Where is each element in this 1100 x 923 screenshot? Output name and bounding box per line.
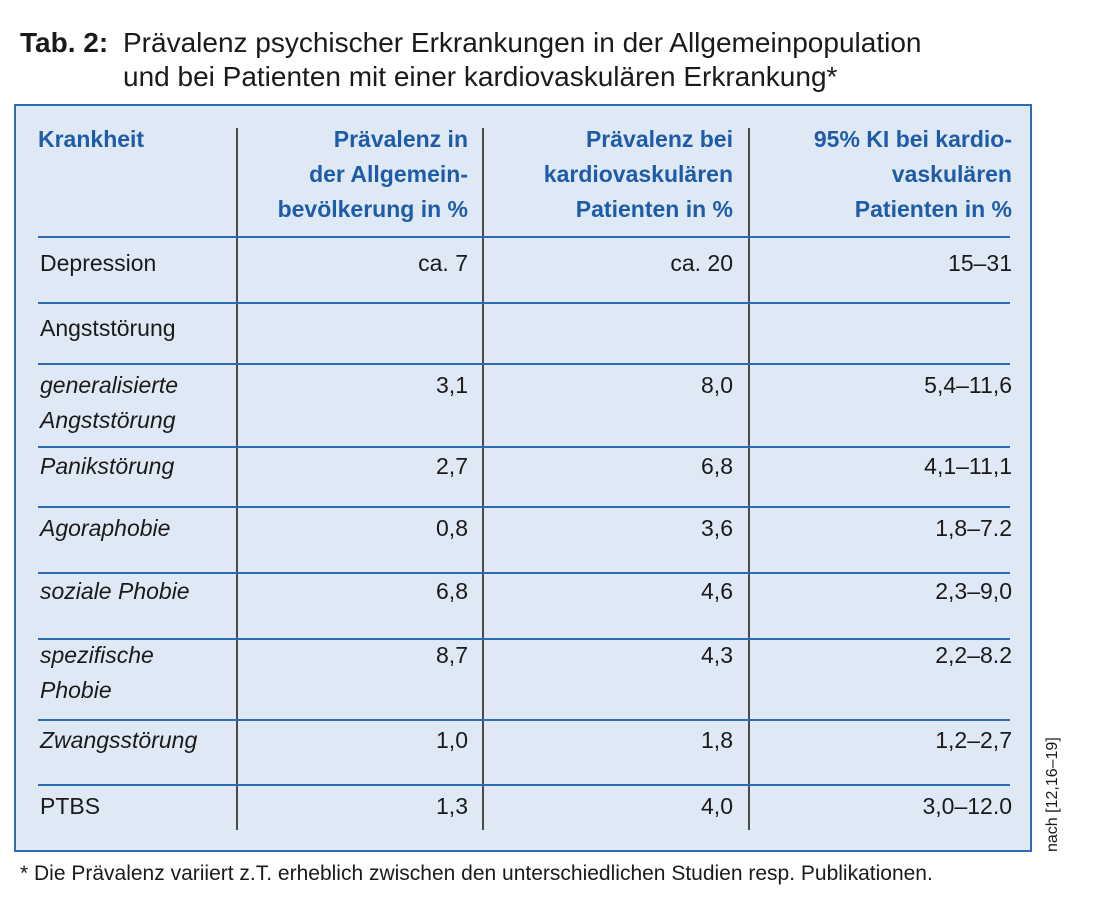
disease-name bbox=[40, 789, 236, 824]
source-note: nach [12,16–19] bbox=[1044, 737, 1061, 852]
prevalence-cardio-cell: 1,8 bbox=[701, 727, 733, 753]
prevalence-table bbox=[14, 104, 1032, 852]
ci-cardio-cell: 4,1–11,1 bbox=[924, 453, 1012, 479]
column-header-line: kardiovaskulären bbox=[543, 161, 733, 187]
disease-name-line: generalisierte bbox=[40, 372, 179, 398]
ci-cardio-cell: 1,8–7.2 bbox=[935, 515, 1012, 541]
ci-cardio-cell: 1,2–2,7 bbox=[935, 727, 1012, 753]
disease-name bbox=[40, 311, 236, 346]
disease-name bbox=[40, 246, 236, 281]
disease-name bbox=[40, 638, 236, 708]
row-divider bbox=[38, 784, 1010, 786]
ci-cardio-cell: 15–31 bbox=[948, 250, 1012, 276]
disease-name-line: PTBS bbox=[40, 793, 101, 819]
caption-line1: Prävalenz psychischer Erkrankungen in der Allgemeinpopulation bbox=[123, 27, 922, 58]
prevalence-general-cell: 8,7 bbox=[436, 642, 468, 668]
disease-name bbox=[40, 511, 236, 546]
prevalence-cardio-cell: 4,6 bbox=[701, 578, 733, 604]
prevalence-general-cell: 6,8 bbox=[436, 578, 468, 604]
column-header bbox=[238, 122, 468, 227]
disease-name-line: Angststörung bbox=[40, 315, 176, 341]
ci-cardio-cell: 2,2–8.2 bbox=[935, 642, 1012, 668]
disease-name-line: Zwangsstörung bbox=[40, 727, 198, 753]
caption-line2: und bei Patienten mit einer kardiovaskulären Erkrankung* bbox=[123, 61, 838, 92]
column-header-line: Patienten in % bbox=[854, 196, 1012, 222]
prevalence-cardio-cell: 4,3 bbox=[701, 642, 733, 668]
ci-cardio-cell: 2,3–9,0 bbox=[935, 578, 1012, 604]
prevalence-cardio-cell: 8,0 bbox=[701, 372, 733, 398]
disease-name bbox=[40, 449, 236, 484]
footnote: * Die Prävalenz variiert z.T. erheblich zwischen den unterschiedlichen Studien resp. Publikationen. bbox=[20, 862, 933, 885]
prevalence-general-cell: 0,8 bbox=[436, 515, 468, 541]
prevalence-general-cell: 1,3 bbox=[436, 793, 468, 819]
row-divider bbox=[38, 302, 1010, 304]
prevalence-general-cell: 1,0 bbox=[436, 727, 468, 753]
prevalence-general-cell: 2,7 bbox=[436, 453, 468, 479]
column-header bbox=[484, 122, 733, 227]
disease-name-line: Angststörung bbox=[40, 407, 176, 433]
disease-name-line: spezifische bbox=[40, 642, 154, 668]
disease-name-line: soziale Phobie bbox=[40, 578, 190, 604]
table-caption bbox=[20, 26, 1040, 94]
ci-cardio-cell: 5,4–11,6 bbox=[924, 372, 1012, 398]
prevalence-cardio-cell: 3,6 bbox=[701, 515, 733, 541]
column-header-line: 95% KI bei kardio- bbox=[813, 126, 1012, 152]
column-header-line: Krankheit bbox=[38, 126, 145, 152]
column-header-line: der Allgemein- bbox=[309, 161, 468, 187]
prevalence-general-cell: 3,1 bbox=[436, 372, 468, 398]
column-header-line: bevölkerung in % bbox=[277, 196, 468, 222]
ci-cardio-cell: 3,0–12.0 bbox=[922, 793, 1012, 819]
disease-name-line: Phobie bbox=[40, 677, 112, 703]
disease-name-line: Panikstörung bbox=[40, 453, 175, 479]
disease-name bbox=[40, 574, 236, 609]
row-divider bbox=[38, 363, 1010, 365]
caption-label: Tab. 2: bbox=[20, 27, 109, 58]
row-divider bbox=[38, 719, 1010, 721]
column-header-line: Patienten in % bbox=[575, 196, 733, 222]
disease-name bbox=[40, 723, 236, 758]
column-header-line: vaskulären bbox=[891, 161, 1012, 187]
prevalence-cardio-cell: ca. 20 bbox=[670, 250, 733, 276]
prevalence-general-cell: ca. 7 bbox=[418, 250, 468, 276]
row-divider bbox=[38, 506, 1010, 508]
column-header-line: Prävalenz in bbox=[333, 126, 468, 152]
disease-name-line: Depression bbox=[40, 250, 157, 276]
row-divider bbox=[38, 446, 1010, 448]
disease-name-line: Agoraphobie bbox=[40, 515, 171, 541]
column-header bbox=[38, 122, 234, 157]
disease-name bbox=[40, 368, 236, 438]
prevalence-cardio-cell: 4,0 bbox=[701, 793, 733, 819]
prevalence-cardio-cell: 6,8 bbox=[701, 453, 733, 479]
column-header bbox=[750, 122, 1012, 227]
row-divider bbox=[38, 236, 1010, 238]
column-header-line: Prävalenz bei bbox=[585, 126, 733, 152]
